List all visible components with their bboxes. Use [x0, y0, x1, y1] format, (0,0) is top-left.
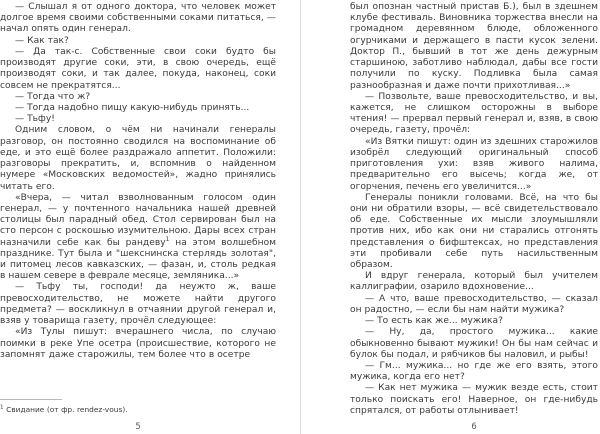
page-number-left: 5 [135, 421, 141, 431]
paragraph: — Тьфу! [15, 114, 55, 125]
footnote-entry [0, 405, 276, 415]
paragraph: Генералы поникли головами. Всё, на что бы они ни обратили взоры, — всё свидетельствовало об еде. Собственные их мысли злоумышляли против них, ибо как они ни старались отгонять представления о бифштексах, но представления эти пробивали себе путь насильственным образом. [350, 192, 598, 271]
footnote-number: 1 [0, 404, 4, 411]
paragraph: И вдруг генерала, который был учителем каллиграфии, озарило вдохновение... [350, 271, 598, 293]
footnote-body: Свидание (от фр. rendez-vous). [6, 404, 128, 414]
paragraph: — Как нет мужика — мужик везде есть, стоит только поискать его! Наверное, он где-нибудь спрятался, от работы отлынивает! [350, 383, 598, 416]
footnote-reference-marker[interactable]: 1 [165, 235, 170, 243]
footnote-area [0, 399, 276, 415]
paragraph: — А что, ваше превосходительство, — сказал он радостно, — если бы нам найти мужика? [350, 293, 598, 315]
paragraph: Одним словом, о чём ни начинали генералы разговор, он постоянно сводился на воспоминание об еде, и это ещё более раздражало аппетит. Положили: разговоры прекратить, и, вспомнив о найденном нумере «Московских ведомостей», жадно принялись читать его. [0, 125, 276, 192]
paragraph: — Гм... мужика... но где же его взять, этого мужика, когда его нет? [350, 361, 598, 383]
paragraph: — Тогда что ж? [15, 91, 91, 102]
paragraph: — Как так? [15, 35, 69, 46]
paragraph-continued: был опознан частный пристав Б.), был в здешнем клубе фестиваль. Виновника торжества внесли на громадном деревянном блюде, обложенного огурчиками и держащего в пасти кусок зелени. Доктор П., бывший в тот же день дежурным старшиною, заботливо наблюдал, дабы все гости получили по куску. Подливка была самая разнообразная и даже почти прихотливая...» [350, 2, 598, 91]
paragraph-text: «Вчера, — читал взволнованным голосом один генерал, — у почтенного начальника нашей древней столицы был парадный обед. Стол сервирован был на сто персон с роскошью изумительною. Дары всех стран назначили себе как бы рандеву [0, 192, 276, 248]
paragraph: — Позвольте, ваше превосходительство, и вы, кажется, не слишком осторожны в выборе чтения! — прервал первый генерал и, взяв, в свою очередь, газету, прочёл: [350, 91, 598, 136]
page-number-right: 6 [471, 421, 477, 431]
paragraph-text-tail: на этом волшебном празднике. Тут была и "шекснинска стерлядь золотая", и питомец лесов кавказских, — фазан, и, столь редкая в нашем севере в феврале месяце, земляника...» [0, 237, 277, 282]
paragraph: — Тогда надобно пищу какую-нибудь принять... [15, 102, 250, 113]
paragraph: «Из Тулы пишут: вчерашнего числа, по случаю поимки в реке Упе осетра (происшествие, которого не запомнят даже старожилы, тем более что в осетре [0, 327, 276, 360]
paragraph: — Да так-с. Собственные свои соки будто бы производят другие соки, эти, в свою очередь, ещё производят соки, и так далее, покуда, наконец, соки совсем не прекратятся... [0, 46, 276, 91]
paragraph: — То есть как же... мужика? [365, 316, 503, 327]
paragraph: — Слышал я от одного доктора, что человек может долгое время своими собственными соками питаться, — начал опять один генерал. [0, 2, 276, 35]
right-page [300, 0, 600, 434]
left-page-textblock [0, 2, 276, 361]
paragraph: «Из Вятки пишут: один из здешних старожилов изобрёл следующий оригинальный способ приготовления ухи: взяв живого налима, предварительно его высечь; когда же, от огорчения, печень его увеличится...» [350, 136, 598, 192]
right-page-textblock [350, 2, 598, 417]
paragraph: — Ну, да, простого мужика... какие обыкновенно бывают мужики! Он бы нам сейчас и булок бы подал, и рябчиков бы наловил, и рыбы! [350, 327, 598, 360]
footnote-separator-rule [0, 399, 62, 400]
paragraph: — Тьфу ты, господи! да неужто ж, ваше превосходительство, не можете найти другого предмета? — воскликнул в отчаянии другой генерал и, взяв у товарища газету, прочёл следующее: [0, 282, 276, 327]
paragraph-with-footnote-reference [0, 193, 276, 283]
